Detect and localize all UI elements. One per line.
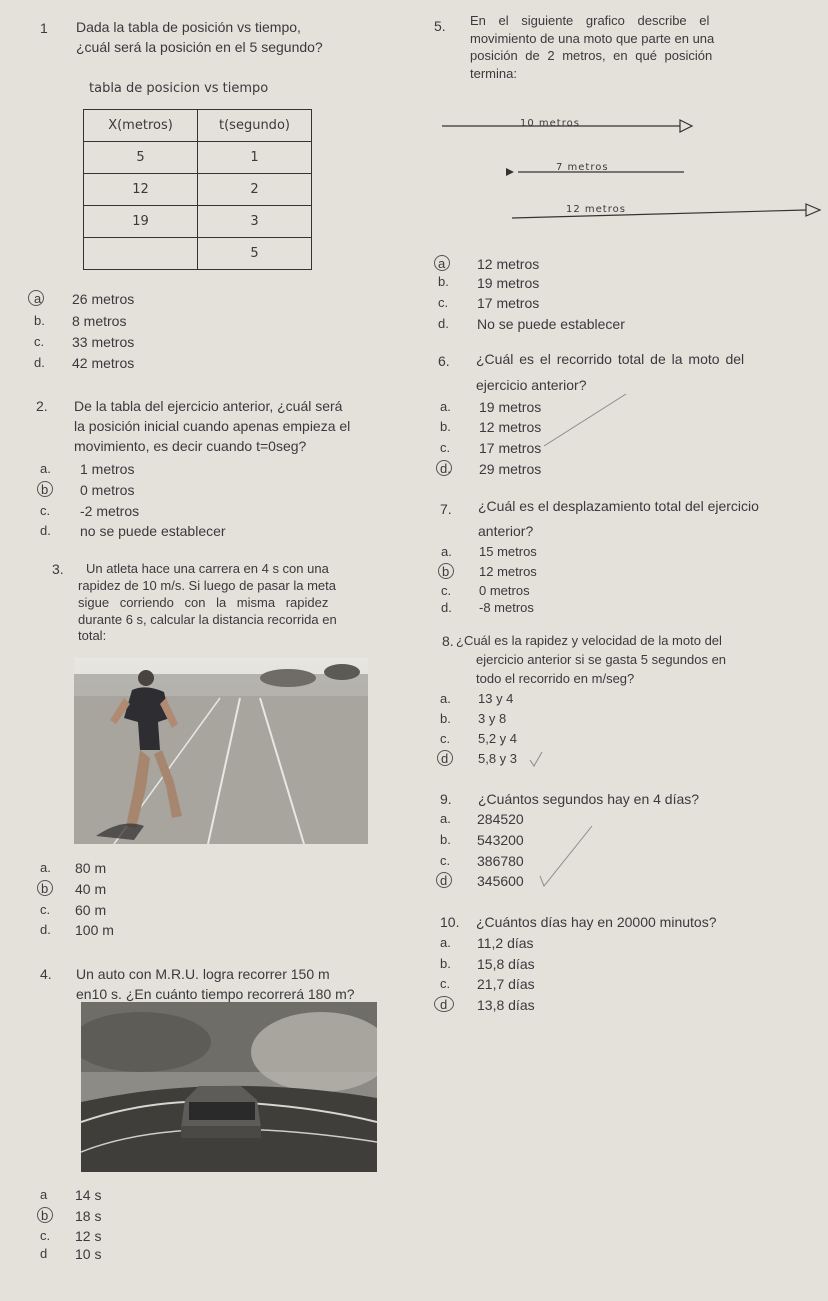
- q3-text-line5: total:: [78, 628, 107, 643]
- q7-number: 7.: [440, 501, 452, 517]
- q9-option-c: 386780: [477, 853, 524, 869]
- q10-option-b: 15,8 días: [477, 956, 535, 972]
- q3-option-c-letter: c.: [40, 902, 51, 917]
- q1-option-b: 8 metros: [72, 313, 127, 329]
- q2-option-c: -2 metros: [80, 503, 140, 519]
- q10-option-c-letter: c.: [440, 976, 451, 991]
- position-time-table: [83, 109, 312, 270]
- q7-text-line1: ¿Cuál es el desplazamiento total del ejercicio: [478, 498, 759, 514]
- q2-text-line3: movimiento, es decir cuando t=0seg?: [74, 438, 307, 454]
- q8-option-c-letter: c.: [440, 731, 451, 746]
- table-cell: 5: [198, 238, 312, 270]
- q2-option-b-letter: b: [41, 482, 49, 497]
- q7-option-c: 0 metros: [479, 583, 530, 598]
- q10-option-c: 21,7 días: [477, 976, 535, 992]
- q2-option-d-letter: d.: [40, 523, 51, 538]
- q3-text-line3: sigue corriendo con la misma rapidez: [78, 595, 329, 610]
- table-cell: 19: [84, 206, 198, 238]
- q3-option-a: 80 m: [75, 860, 107, 876]
- runner-photo: [74, 658, 368, 844]
- q7-option-b-letter: b: [442, 564, 450, 579]
- q6-text-line2: ejercicio anterior?: [476, 377, 587, 393]
- q9-text-line1: ¿Cuántos segundos hay en 4 días?: [478, 791, 700, 807]
- q4-text-line2: en10 s. ¿En cuánto tiempo recorrerá 180 m?: [76, 986, 355, 1002]
- q8-text-line1: ¿Cuál es la rapidez y velocidad de la moto del: [456, 633, 722, 648]
- table-cell: [84, 238, 198, 270]
- q2-option-b: 0 metros: [80, 482, 135, 498]
- q9-option-c-letter: c.: [440, 853, 451, 868]
- q3-option-c: 60 m: [75, 902, 107, 918]
- q5-option-b-letter: b.: [438, 274, 449, 289]
- q6-text-line1: ¿Cuál es el recorrido total de la moto del: [476, 351, 745, 367]
- q7-option-c-letter: c.: [441, 583, 452, 598]
- q2-option-a: 1 metros: [80, 461, 135, 477]
- motion-arrows-diagram: [430, 110, 824, 230]
- q3-number: 3.: [52, 561, 64, 577]
- q9-option-a-letter: a.: [440, 811, 451, 826]
- q7-text-line2: anterior?: [478, 523, 534, 539]
- q9-number: 9.: [440, 791, 452, 807]
- q4-option-c-letter: c.: [40, 1228, 51, 1243]
- q4-option-a: 14 s: [75, 1187, 102, 1203]
- table-cell: 12: [84, 174, 198, 206]
- q2-text-line2: la posición inicial cuando apenas empieza el: [74, 418, 351, 434]
- q1-text-line1: Dada la tabla de posición vs tiempo,: [76, 19, 301, 35]
- q4-option-b-letter: b: [41, 1208, 49, 1223]
- q6-option-d: 29 metros: [479, 461, 542, 477]
- table-row: [84, 174, 312, 206]
- q2-option-c-letter: c.: [40, 503, 51, 518]
- q6-number: 6.: [438, 353, 450, 369]
- q5-option-c: 17 metros: [477, 295, 540, 311]
- table-cell: 5: [84, 142, 198, 174]
- q8-option-b-letter: b.: [440, 711, 451, 726]
- q10-text-line1: ¿Cuántos días hay en 20000 minutos?: [476, 914, 717, 930]
- q1-option-d-letter: d.: [34, 355, 45, 370]
- table-row: [84, 238, 312, 270]
- q6-option-b: 12 metros: [479, 419, 542, 435]
- q8-option-b: 3 y 8: [478, 711, 507, 726]
- q9-option-b: 543200: [477, 832, 524, 848]
- check-mark-8: [528, 750, 544, 768]
- q5-option-a: 12 metros: [477, 256, 540, 272]
- q5-option-a-letter: a: [438, 256, 446, 271]
- q8-number: 8.: [442, 633, 454, 649]
- q7-option-d-letter: d.: [441, 600, 452, 615]
- q5-text-line3: posición de 2 metros, en qué posición: [470, 48, 713, 63]
- q9-option-b-letter: b.: [440, 832, 451, 847]
- q8-option-d-letter: d: [441, 751, 449, 766]
- q3-text-line4: durante 6 s, calcular la distancia recorrida en: [78, 612, 337, 627]
- q4-option-c: 12 s: [75, 1228, 102, 1244]
- q7-option-d: -8 metros: [479, 600, 534, 615]
- q5-option-d: No se puede establecer: [477, 316, 625, 332]
- q5-text-line2: movimiento de una moto que parte en una: [470, 31, 715, 46]
- check-mark-6: [540, 390, 630, 450]
- q10-option-a: 11,2 días: [477, 935, 534, 951]
- q5-text-line1: En el siguiente grafico describe el: [470, 13, 710, 28]
- q3-option-b-letter: b: [41, 881, 49, 896]
- table-row: [84, 142, 312, 174]
- q8-option-d: 5,8 y 3: [478, 751, 518, 766]
- q4-number: 4.: [40, 966, 52, 982]
- arrow-label-1: 10 metros: [520, 118, 580, 129]
- arrow-label-2: 7 metros: [556, 162, 609, 173]
- q8-text-line2: ejercicio anterior si se gasta 5 segundos en: [476, 652, 727, 667]
- q6-option-d-letter: d.: [440, 461, 451, 476]
- q5-text-line4: termina:: [470, 66, 517, 81]
- q10-number: 10.: [440, 914, 460, 930]
- q10-option-d-letter: d: [440, 997, 448, 1012]
- q1-option-b-letter: b.: [34, 313, 45, 328]
- q1-option-a: 26 metros: [72, 291, 135, 307]
- q9-option-a: 284520: [477, 811, 524, 827]
- table-row: [84, 206, 312, 238]
- q2-number: 2.: [36, 398, 48, 414]
- q1-option-a-letter: a: [34, 291, 42, 306]
- q6-option-a: 19 metros: [479, 399, 542, 415]
- q2-option-d: no se puede establecer: [80, 523, 226, 539]
- q10-option-a-letter: a.: [440, 935, 451, 950]
- table-cell: 1: [198, 142, 312, 174]
- q6-option-c-letter: c.: [440, 440, 451, 455]
- q9-option-d-letter: d: [440, 873, 448, 888]
- q1-option-c-letter: c.: [34, 334, 45, 349]
- q4-text-line1: Un auto con M.R.U. logra recorrer 150 m: [76, 966, 330, 982]
- table-header-t: t(segundo): [198, 110, 312, 142]
- table-header-row: [84, 110, 312, 142]
- q3-option-d-letter: d.: [40, 922, 51, 937]
- q3-text-line1: Un atleta hace una carrera en 4 s con una: [86, 561, 329, 576]
- q3-option-d: 100 m: [75, 922, 114, 938]
- q1-table-title: tabla de posicion vs tiempo: [89, 81, 269, 96]
- table-cell: 2: [198, 174, 312, 206]
- q10-option-b-letter: b.: [440, 956, 451, 971]
- q9-option-d: 345600: [477, 873, 524, 889]
- q8-option-c: 5,2 y 4: [478, 731, 518, 746]
- q2-text-line1: De la tabla del ejercicio anterior, ¿cuál será: [74, 398, 343, 414]
- q8-text-line3: todo el recorrido en m/seg?: [476, 671, 635, 686]
- q6-option-b-letter: b.: [440, 419, 451, 434]
- q5-number: 5.: [434, 18, 446, 34]
- q4-option-d: 10 s: [75, 1246, 102, 1262]
- q3-option-a-letter: a.: [40, 860, 51, 875]
- q6-option-c: 17 metros: [479, 440, 542, 456]
- table-cell: 3: [198, 206, 312, 238]
- q1-option-d: 42 metros: [72, 355, 135, 371]
- q6-option-a-letter: a.: [440, 399, 451, 414]
- q8-option-a-letter: a.: [440, 691, 451, 706]
- q3-option-b: 40 m: [75, 881, 107, 897]
- q1-text-line2: ¿cuál será la posición en el 5 segundo?: [76, 39, 323, 55]
- q5-option-c-letter: c.: [438, 295, 449, 310]
- q7-option-a-letter: a.: [441, 544, 452, 559]
- arrow-label-3: 12 metros: [566, 204, 626, 215]
- q10-option-d: 13,8 días: [477, 997, 535, 1013]
- q2-option-a-letter: a.: [40, 461, 51, 476]
- q4-option-a-letter: a: [40, 1187, 48, 1202]
- q5-option-d-letter: d.: [438, 316, 449, 331]
- q8-option-a: 13 y 4: [478, 691, 514, 706]
- q5-option-b: 19 metros: [477, 275, 540, 291]
- q1-option-c: 33 metros: [72, 334, 135, 350]
- q7-option-b: 12 metros: [479, 564, 537, 579]
- q4-option-d-letter: d: [40, 1246, 48, 1261]
- q3-text-line2: rapidez de 10 m/s. Si luego de pasar la meta: [78, 578, 336, 593]
- q4-option-b: 18 s: [75, 1208, 102, 1224]
- q1-number: 1: [40, 20, 48, 36]
- table-header-x: X(metros): [84, 110, 198, 142]
- car-photo: [81, 1002, 377, 1172]
- check-mark-9: [536, 820, 596, 890]
- q7-option-a: 15 metros: [479, 544, 537, 559]
